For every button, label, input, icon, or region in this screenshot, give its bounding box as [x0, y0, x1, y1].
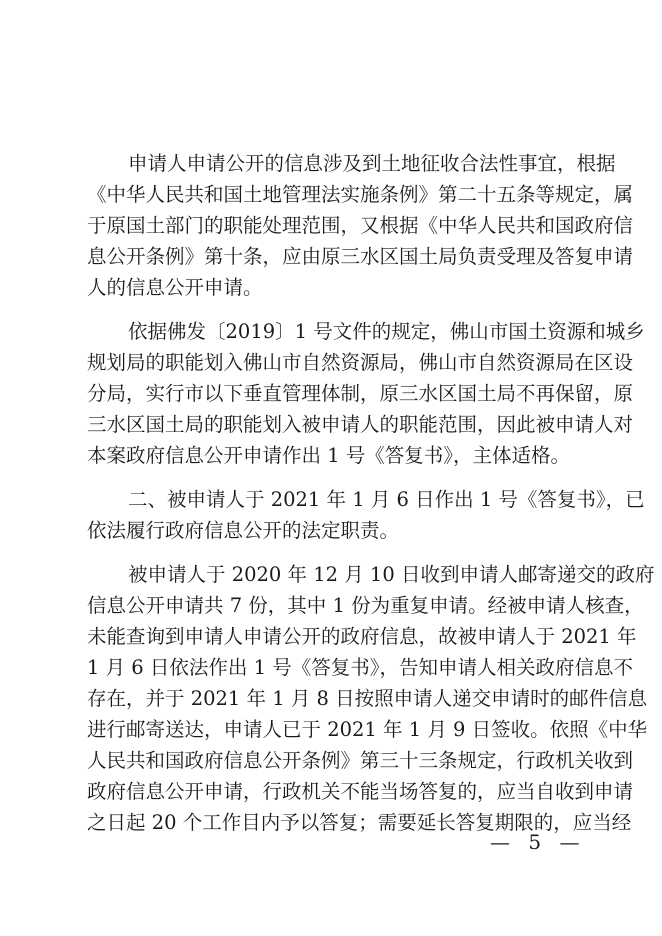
text-line: 被申请人于 2020 年 12 月 10 日收到申请人邮寄递交的政府 — [128, 563, 655, 586]
text-line: 未能查询到申请人申请公开的政府信息，故被申请人于 2021 年 — [87, 625, 637, 648]
paragraph — [87, 316, 645, 471]
paragraph — [87, 559, 655, 838]
text-line: 依法履行政府信息公开的法定职责。 — [87, 519, 400, 542]
text-line: 二、被申请人于 2021 年 1 月 6 日作出 1 号《答复书》，已 — [128, 488, 645, 511]
text-line: 人民共和国政府信息公开条例》第三十三条规定，行政机关收到 — [87, 749, 634, 772]
page-number: — 5 — — [490, 830, 586, 854]
text-line: 人的信息公开申请。 — [87, 276, 263, 299]
text-line: 申请人申请公开的信息涉及到土地征收合法性事宜，根据 — [128, 152, 616, 175]
paragraph — [87, 148, 634, 303]
document-body — [87, 148, 655, 851]
paragraph — [87, 484, 645, 546]
text-line: 本案政府信息公开申请作出 1 号《答复书》，主体适格。 — [87, 444, 571, 467]
text-line: 信息公开申请共 7 份，其中 1 份为重复申请。经被申请人核查， — [87, 594, 644, 617]
text-line: 分局，实行市以下垂直管理体制，原三水区国土局不再保留，原 — [87, 382, 634, 405]
text-line: 依据佛发〔2019〕1 号文件的规定，佛山市国土资源和城乡 — [128, 320, 645, 343]
text-line: 三水区国土局的职能划入被申请人的职能范围，因此被申请人对 — [87, 413, 634, 436]
text-line: 1 月 6 日依法作出 1 号《答复书》，告知申请人相关政府信息不 — [87, 656, 633, 679]
text-line: 进行邮寄送达，申请人已于 2021 年 1 月 9 日签收。依照《中华 — [87, 718, 648, 741]
text-line: 政府信息公开申请，行政机关不能当场答复的，应当自收到申请 — [87, 780, 634, 803]
text-line: 规划局的职能划入佛山市自然资源局，佛山市自然资源局在区设 — [87, 351, 634, 374]
text-line: 《中华人民共和国土地管理法实施条例》第二十五条等规定，属 — [87, 183, 634, 206]
text-line: 息公开条例》第十条，应由原三水区国土局负责受理及答复申请 — [87, 245, 634, 268]
text-line: 之日起 20 个工作目内予以答复；需要延长答复期限的，应当经 — [87, 811, 632, 834]
text-line: 于原国土部门的职能处理范围，又根据《中华人民共和国政府信 — [87, 214, 634, 237]
text-line: 存在，并于 2021 年 1 月 8 日按照申请人递交申请时的邮件信息 — [87, 687, 648, 710]
